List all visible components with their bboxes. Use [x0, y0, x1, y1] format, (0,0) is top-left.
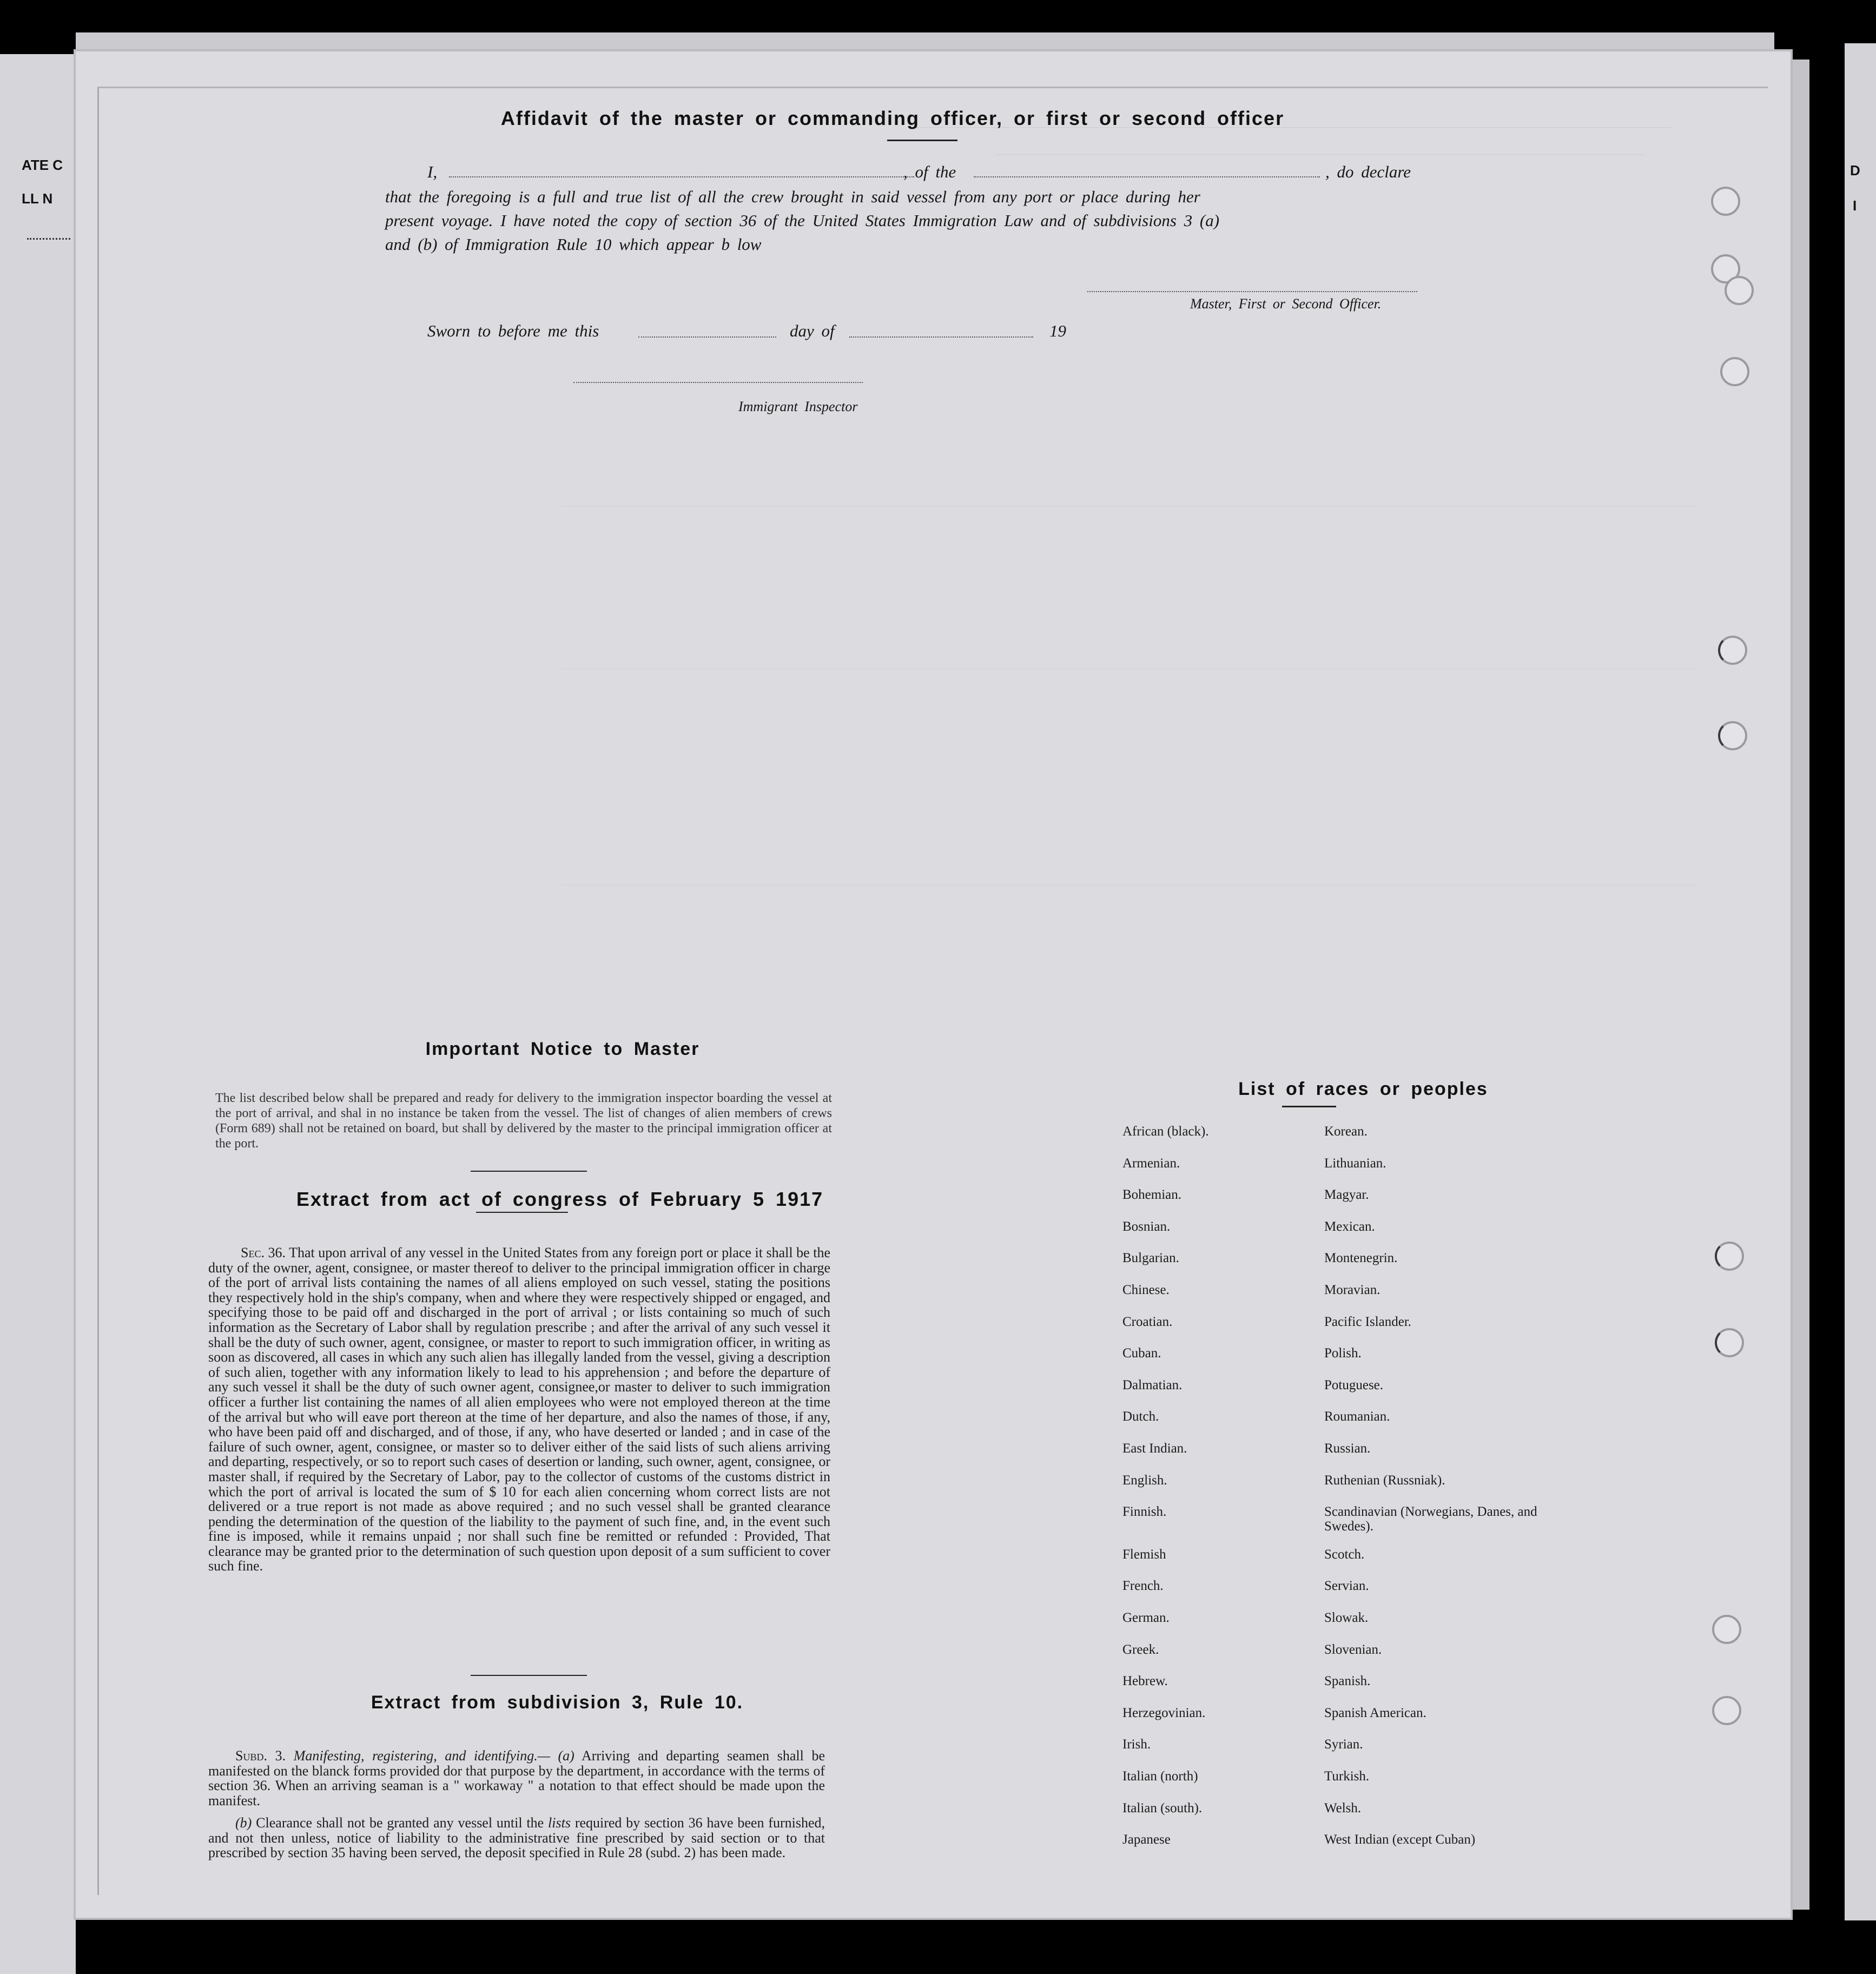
master-signature-label: Master, First or Second Officer. [1190, 296, 1382, 312]
race-item-right: Slovenian. [1324, 1642, 1382, 1657]
punch-hole [1725, 276, 1754, 305]
race-item-left: Bohemian. [1122, 1187, 1182, 1203]
sworn-day-field[interactable] [638, 336, 776, 338]
race-item-left: French. [1122, 1579, 1164, 1594]
notice-title: Important Notice to Master [425, 1039, 700, 1059]
sworn-prefix: Sworn to before me this [427, 321, 599, 340]
punch-hole [1718, 636, 1747, 665]
inspector-signature-line[interactable] [573, 382, 863, 383]
races-title-rule [1282, 1106, 1336, 1107]
punch-hole [1711, 187, 1740, 216]
left-strip-text-2: LL N [22, 190, 53, 207]
race-item-right: West Indian (except Cuban) [1324, 1832, 1476, 1847]
race-item-right: Pacific Islander. [1324, 1314, 1412, 1329]
race-item-left: Bosnian. [1122, 1219, 1171, 1234]
race-item-left: Armenian. [1122, 1156, 1180, 1171]
race-item-right: Scotch. [1324, 1547, 1365, 1562]
affidavit-title-rule [887, 140, 957, 141]
para-b-label: (b) [235, 1815, 252, 1831]
para-b-italic: lists [548, 1815, 571, 1831]
affidavit-line-3: present voyage. I have noted the copy of section 36 of the United States Immigration Law and of subdivisions 3 (a) [385, 211, 1220, 230]
left-strip-dotted-line [27, 238, 70, 240]
race-item-left: Hebrew. [1122, 1674, 1168, 1689]
race-item-left: German. [1122, 1610, 1170, 1625]
race-item-right: Mexican. [1324, 1219, 1375, 1234]
punch-hole [1718, 721, 1747, 750]
race-item-right: Spanish American. [1324, 1705, 1426, 1720]
sworn-year: 19 [1049, 321, 1066, 340]
para-b-post: required by section 36 have been furnished, and not then unless, notice of liability to the administrative fine prescribed by said section or to that prescribed by section 35 having been served, the deposit specified in Rule 28 (subd. 2) has been made. [208, 1815, 825, 1861]
subd-heading: Manifesting, registering, and identifying.— [293, 1748, 550, 1764]
race-item-right: Welsh. [1324, 1800, 1362, 1815]
races-title: List of races or peoples [1238, 1079, 1488, 1099]
race-item-left: Flemish [1122, 1547, 1166, 1562]
extract-act-title: Extract from act of congress of February 5 1917 [296, 1188, 824, 1210]
extract-rule-title: Extract from subdivision 3, Rule 10. [371, 1692, 744, 1713]
race-item-right: Polish. [1324, 1346, 1362, 1361]
race-item-right: Russian. [1324, 1441, 1371, 1456]
race-item-right: Magyar. [1324, 1187, 1369, 1203]
right-strip-text-2: I [1853, 197, 1857, 214]
affidavit-do-declare: , do declare [1325, 162, 1411, 181]
left-strip-text-1: ATE C [22, 157, 63, 173]
punch-hole [1715, 1242, 1744, 1271]
race-item-right: Slowak. [1324, 1610, 1369, 1625]
race-item-right: Scandinavian (Norwegians, Danes, and Swedes). [1324, 1504, 1537, 1534]
punch-hole [1712, 1696, 1741, 1725]
extract-rule-para-a [208, 1748, 825, 1808]
race-item-left: Dutch. [1122, 1409, 1159, 1424]
race-item-right: Spanish. [1324, 1674, 1371, 1689]
para-b-pre: Clearance shall not be granted any vessel until the [256, 1815, 544, 1831]
right-underlying-page [1791, 60, 1809, 1910]
para-a-label: (a) [558, 1748, 574, 1764]
notice-divider [471, 1171, 587, 1172]
subd-label: Subd. 3. [235, 1748, 286, 1764]
race-item-left: Irish. [1122, 1737, 1151, 1752]
extract-rule-para-b [208, 1815, 825, 1860]
race-item-left: Greek. [1122, 1642, 1159, 1657]
far-right-strip [1845, 43, 1876, 1920]
punch-hole [1715, 1328, 1744, 1357]
affidavit-line-2: that the foregoing is a full and true list of all the crew brought in said vessel from any port or place during her [385, 187, 1200, 206]
sworn-day-of: day of [790, 321, 835, 340]
race-item-left: Japanese [1122, 1832, 1171, 1847]
inspector-label: Immigrant Inspector [738, 399, 858, 414]
race-item-left: Cuban. [1122, 1346, 1161, 1361]
sworn-month-field[interactable] [849, 336, 1033, 338]
race-item-left: Italian (north) [1122, 1769, 1198, 1784]
affidavit-title: Affidavit of the master or commanding officer, or first or second officer [500, 107, 1285, 129]
race-item-right: Syrian. [1324, 1737, 1363, 1752]
affidavit-line-4: and (b) of Immigration Rule 10 which appear b low [385, 235, 762, 254]
race-item-right: Servian. [1324, 1579, 1369, 1594]
affidavit-i: I, [427, 162, 438, 181]
punch-hole [1712, 1615, 1741, 1644]
race-item-right: Moravian. [1324, 1283, 1380, 1297]
race-item-left: Bulgarian. [1122, 1251, 1179, 1266]
race-item-left: East Indian. [1122, 1441, 1187, 1456]
race-item-left: Herzegovinian. [1122, 1705, 1206, 1720]
punch-hole [1720, 357, 1749, 386]
race-item-right: Potuguese. [1324, 1377, 1384, 1392]
extract-act-text [208, 1245, 830, 1574]
race-item-left: English. [1122, 1473, 1167, 1488]
page-inner-border [97, 87, 1768, 1895]
sworn-line [427, 319, 1076, 343]
race-item-right: Roumanian. [1324, 1409, 1390, 1424]
right-strip-text-1: D [1850, 162, 1860, 179]
affidavit-of-the: , of the [903, 162, 956, 181]
affidavit-name-field[interactable] [449, 176, 914, 177]
extract-act-sec-label: Sec. 36. [241, 1245, 286, 1260]
race-item-right: Korean. [1324, 1124, 1368, 1139]
race-item-left: African (black). [1122, 1124, 1209, 1139]
race-item-left: Italian (south). [1122, 1800, 1203, 1815]
affidavit-line-1 [427, 160, 1423, 184]
race-item-right: Montenegrin. [1324, 1251, 1398, 1266]
race-item-right: Ruthenian (Russniak). [1324, 1473, 1445, 1488]
extract-act-title-rule [476, 1212, 568, 1213]
race-item-left: Finnish. [1122, 1504, 1167, 1520]
race-item-right: Turkish. [1324, 1769, 1370, 1784]
affidavit-vessel-field[interactable] [974, 176, 1320, 177]
extract-act-divider [471, 1675, 587, 1676]
notice-text: The list described below shall be prepared and ready for delivery to the immigration inspector boarding the vessel at the port of arrival, and shal in no instance be taken from the vessel. The list of changes of alien members of crews (Form 689) shall not be retained on board, but shall by delivered by the master to the principal immigration officer at the port. [215, 1091, 832, 1151]
left-underlying-page [0, 54, 76, 1974]
race-item-right: Lithuanian. [1324, 1156, 1386, 1171]
para-a-text: Arriving and departing seamen shall be manifested on the blanck forms provided dor that purpose by the department, in accordance with the terms of section 36. When an arriving seaman is a " workaway " a notation to that effect should be made upon the manifest. [208, 1748, 825, 1808]
race-item-left: Dalmatian. [1122, 1377, 1183, 1392]
extract-act-body: That upon arrival of any vessel in the United States from any foreign port or place it shall be the duty of the owner, agent, consignee, or master thereof to deliver to the principal immigration officer in charge of the port of arrival lists containing the names of all aliens employed on such vessel, stating the positions they respectively hold in the ship's company, when and where they were respectively shipped or engaged, and specifying those to be paid off and discharged in the port of arrival ; or lists containing so much of such information as the Secretary of Labor shall by regulation prescribe ; and after the arrival of any such vessel it shall be the duty of such owner, agent, consignee, or master to report to such immigration officer, in writing as soon as discovered, all cases in which any such alien has illegally landed from the vessel, giving a description of such alien, together with any information likely to lead to his apprehension ; and before the departure of any such vessel it shall be the duty of such owner agent, consignee,or master to deliver to such immigration officer a further list containing the names of all alien employees who were not employed thereon at the time of the arrival but who will eave port thereon at the time of her departure, and also the names of those, if any, who have been paid off and discharged, and of those, if any, who have deserted or landed ; and in case of the failure of such owner, agent, consignee, or master so to deliver either of the said lists of such aliens arriving and departing, respectively, or so to report such cases of desertion or landing, such owner, agent, consignee, or master shall, if required by the Secretary of Labor, pay to the collector of customs of the customs district in which the port of arrival is located the sum of $ 10 for each alien concerning whom correct lists are not delivered or a true report is not made as above required ; and no such vessel shall be granted clearance pending the determination of the question of the liability to the payment of such fine, and, in the event such fine is imposed, while it remains unpaid ; nor shall such fine be remitted or refunded : Provided, That clearance may be granted prior to the determination of such question upon deposit of a sum sufficient to cover such fine. [208, 1245, 831, 1574]
race-item-left: Chinese. [1122, 1283, 1170, 1297]
race-item-left: Croatian. [1122, 1314, 1173, 1329]
